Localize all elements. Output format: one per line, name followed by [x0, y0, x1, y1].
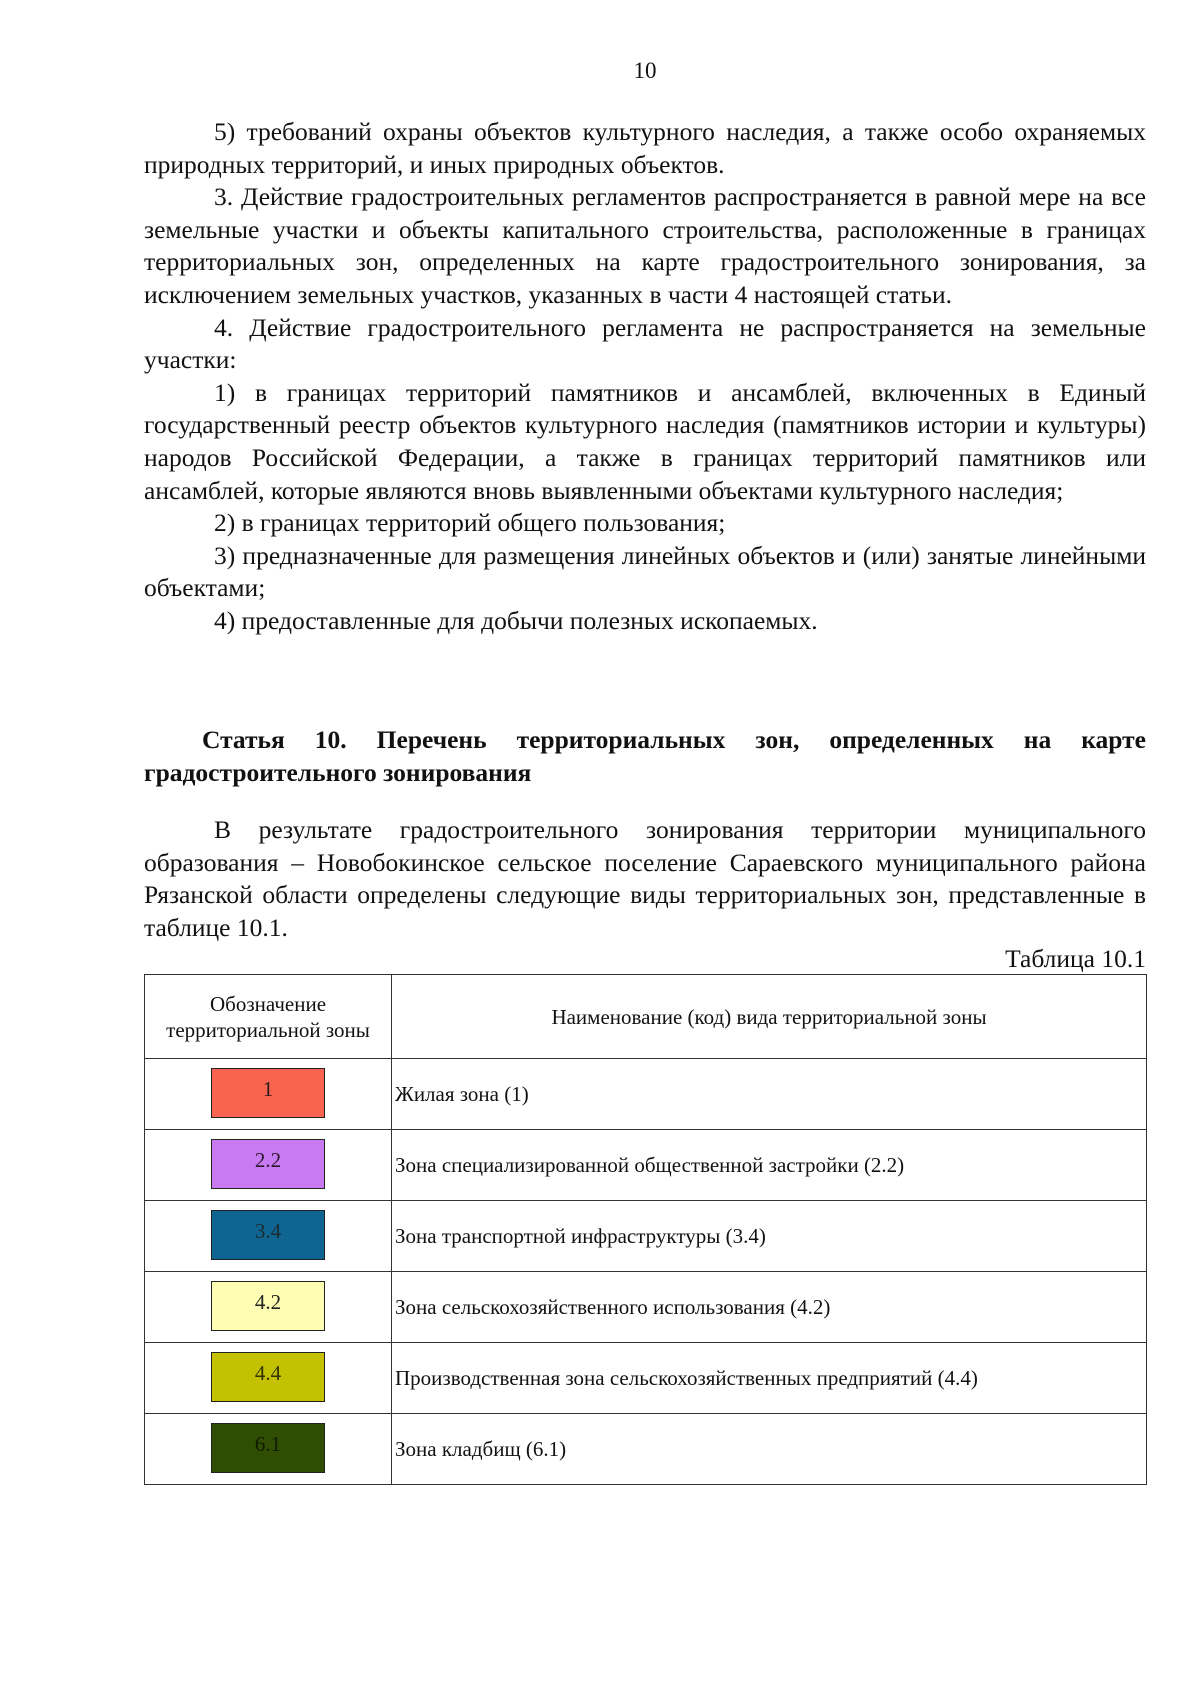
zone-code-cell: [145, 1272, 392, 1343]
zone-code-cell: [145, 1414, 392, 1485]
zone-code-cell: [145, 1130, 392, 1201]
paragraph: 3. Действие градостроительных регламентов распространяется в равной мере на все земельные участки и объекты капитального строительства, расположенные в границах территориальных зон, определенных на карте градостроительного зонирования, за исключением земельных участков, указанных в части 4 настоящей статьи.: [144, 182, 1146, 309]
page-number: 10: [633, 58, 657, 83]
zones-table: [144, 974, 1147, 1485]
paragraph: 1) в границах территорий памятников и ансамблей, включенных в Единый государственный реестр объектов культурного наследия (памятников истории и культуры) народов Российской Федерации, а также в границах территорий памятников или ансамблей, которые являются вновь выявленными объектами культурного наследия;: [144, 377, 1146, 505]
zone-name: Зона кладбищ (6.1): [392, 1414, 1147, 1485]
zone-color-swatch: 3.4: [211, 1210, 325, 1260]
zone-name: Жилая зона (1): [392, 1059, 1147, 1130]
zone-name: Производственная зона сельскохозяйственных предприятий (4.4): [392, 1343, 1147, 1414]
zone-name: Зона транспортной инфраструктуры (3.4): [392, 1201, 1147, 1272]
zone-name: Зона специализированной общественной застройки (2.2): [392, 1130, 1147, 1201]
paragraph: 5) требований охраны объектов культурного наследия, а также особо охраняемых природных территорий, и иных природных объектов.: [144, 117, 1146, 179]
zone-code-cell: [145, 1201, 392, 1272]
intro-text: [144, 814, 1146, 944]
article-title: Статья 10. Перечень территориальных зон, определенных на карте градостроительного зонирования: [144, 725, 1146, 787]
table-row: [145, 1272, 1147, 1343]
table-row: [145, 1414, 1147, 1485]
zone-code-cell: [145, 1343, 392, 1414]
paragraph: 3) предназначенные для размещения линейных объектов и (или) занятые линейными объектами;: [144, 540, 1146, 603]
header-name: Наименование (код) вида территориальной зоны: [392, 975, 1147, 1059]
zone-name: Зона сельскохозяйственного использования (4.2): [392, 1272, 1147, 1343]
paragraph: 4. Действие градостроительного регламента не распространяется на земельные участки:: [144, 312, 1146, 375]
zone-color-swatch: 1: [211, 1068, 325, 1118]
zone-code-cell: [145, 1059, 392, 1130]
article-heading: [144, 724, 1146, 789]
table-row: [145, 1059, 1147, 1130]
table-row: [145, 1201, 1147, 1272]
zone-color-swatch: 4.4: [211, 1352, 325, 1402]
table-body: [145, 1059, 1147, 1485]
body-text: [144, 116, 1146, 638]
zone-color-swatch: 4.2: [211, 1281, 325, 1331]
table-caption: Таблица 10.1: [1005, 944, 1146, 973]
table-header-row: [145, 975, 1147, 1059]
table-row: [145, 1343, 1147, 1414]
header-code: Обозначение территориальной зоны: [145, 975, 392, 1059]
zone-color-swatch: 6.1: [211, 1423, 325, 1473]
paragraph: 2) в границах территорий общего пользования;: [214, 508, 726, 538]
paragraph: 4) предоставленные для добычи полезных ископаемых.: [214, 605, 818, 635]
zone-color-swatch: 2.2: [211, 1139, 325, 1189]
paragraph: В результате градостроительного зонирования территории муниципального образования – Новобокинское сельское поселение Сараевского муниципального района Рязанской области определены следующие виды территориальных зон, представленные в таблице 10.1.: [144, 815, 1146, 942]
table-row: [145, 1130, 1147, 1201]
